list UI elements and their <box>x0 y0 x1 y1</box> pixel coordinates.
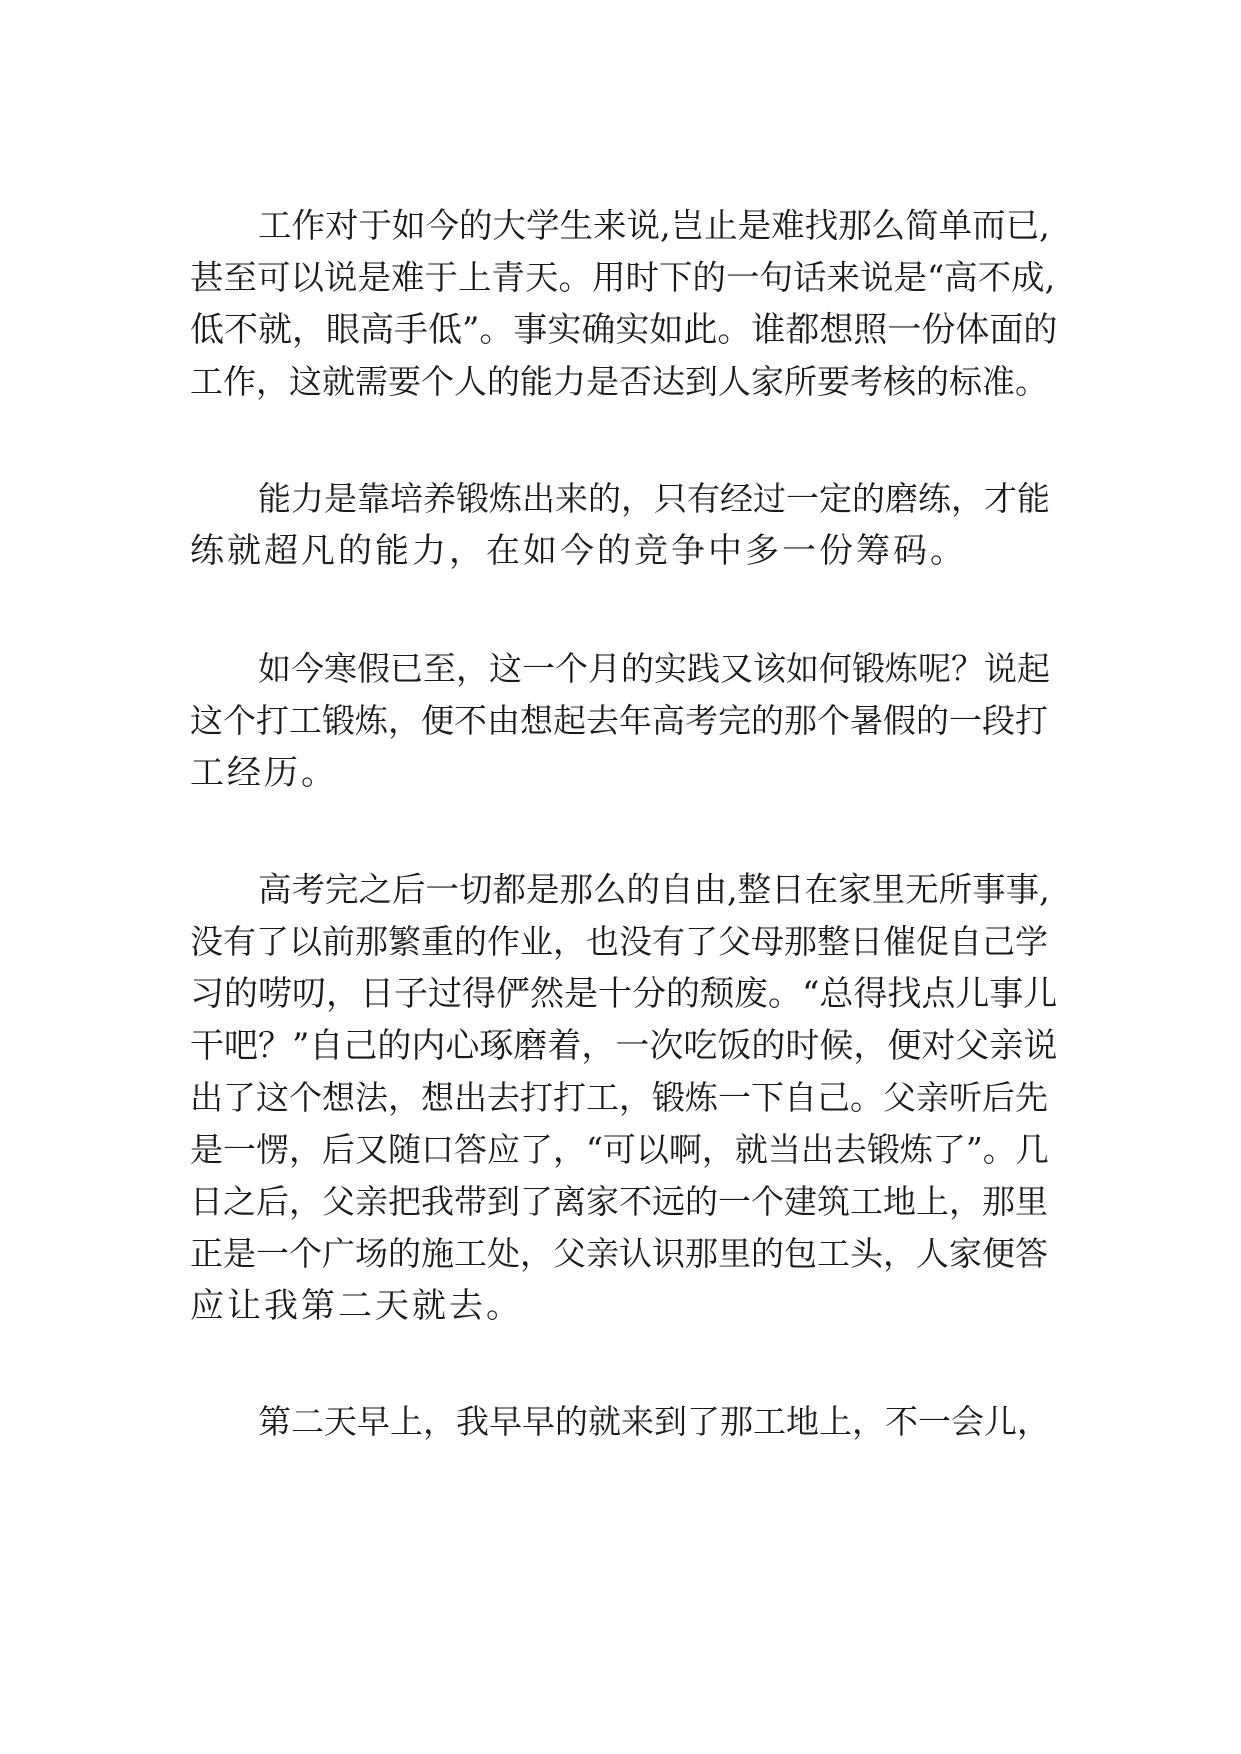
paragraph-4-line-8: 正是一个广场的施工处，父亲认识那里的包工头，人家便答 <box>190 1234 1048 1273</box>
paragraph-1-line-4: 工作，这就需要个人的能力是否达到人家所要考核的标准。 <box>190 362 1048 401</box>
paragraph-1-line-1: 工作对于如今的大学生来说,岂止是难找那么简单而已, <box>258 206 1050 245</box>
paragraph-2-line-2: 练就超凡的能力，在如今的竞争中多一份筹码。 <box>190 531 967 571</box>
paragraph-4-line-9: 应让我第二天就去。 <box>190 1286 523 1326</box>
paragraph-4-line-4: 干吧？”自己的内心琢磨着，一次吃饭的时候，便对父亲说 <box>190 1026 1058 1066</box>
paragraph-3-line-3: 工经历。 <box>190 753 338 793</box>
paragraph-1-line-2: 甚至可以说是难于上青天。用时下的一句话来说是“高不成, <box>190 258 1056 297</box>
paragraph-3-line-1: 如今寒假已至，这一个月的实践又该如何锻炼呢？说起 <box>258 649 1050 688</box>
paragraph-4-line-7: 日之后，父亲把我带到了离家不远的一个建筑工地上，那里 <box>190 1182 1048 1221</box>
paragraph-4-line-3: 习的唠叨，日子过得俨然是十分的颓废。“总得找点儿事儿 <box>190 974 1058 1014</box>
paragraph-4-line-6: 是一愣，后又随口答应了，“可以啊，就当出去锻炼了”。几 <box>190 1130 1049 1169</box>
paragraph-3-line-2: 这个打工锻炼，便不由想起去年高考完的那个暑假的一段打 <box>190 701 1048 740</box>
paragraph-4-line-2: 没有了以前那繁重的作业，也没有了父母那整日催促自己学 <box>190 922 1048 961</box>
paragraph-5-line-1: 第二天早上，我早早的就来到了那工地上，不一会儿， <box>258 1402 1050 1441</box>
paragraph-4-line-1: 高考完之后一切都是那么的自由,整日在家里无所事事, <box>258 870 1050 909</box>
paragraph-4-line-5: 出了这个想法，想出去打打工，锻炼一下自己。父亲听后先 <box>190 1078 1048 1117</box>
paragraph-2-line-1: 能力是靠培养锻炼出来的，只有经过一定的磨练，才能 <box>258 479 1050 518</box>
paragraph-1-line-3: 低不就，眼高手低”。事实确实如此。谁都想照一份体面的 <box>190 310 1058 350</box>
